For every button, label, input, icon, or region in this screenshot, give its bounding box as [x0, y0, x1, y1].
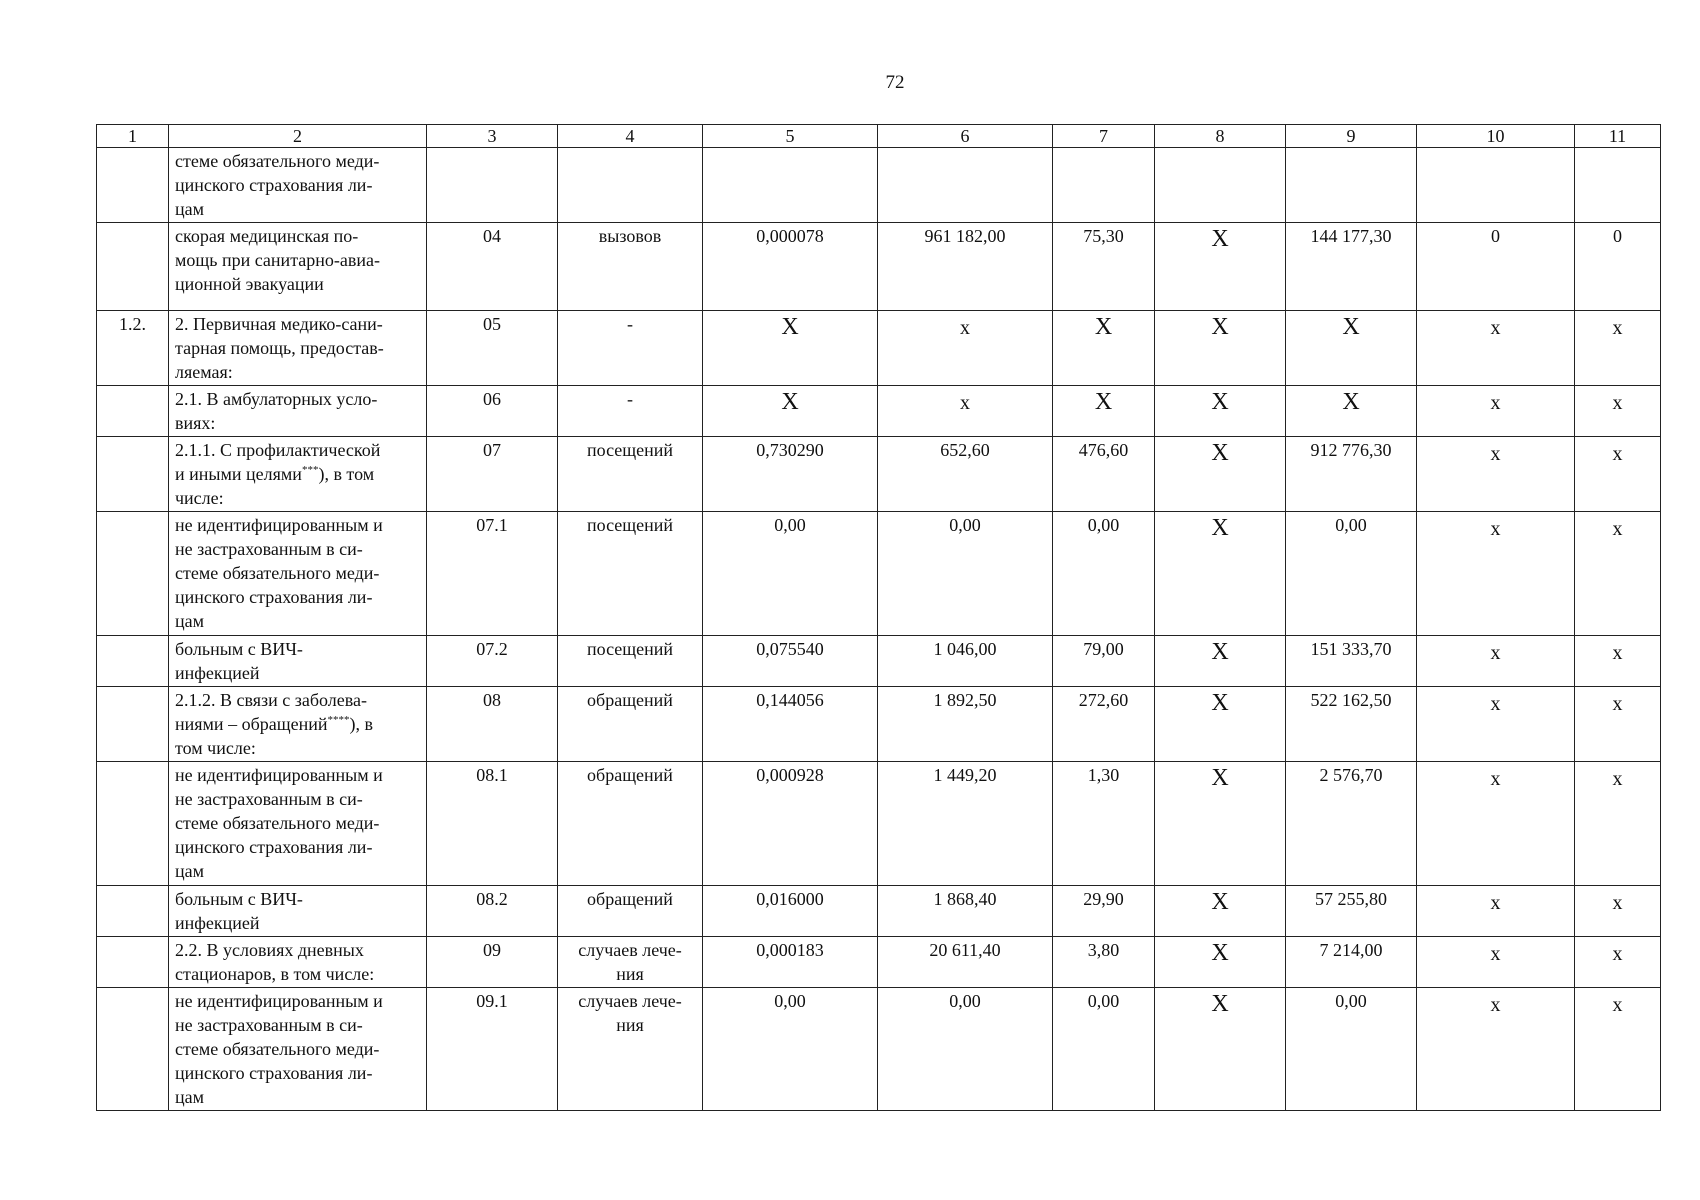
cell-c8: X: [1155, 636, 1286, 687]
row-name: [169, 512, 427, 636]
table-row: [97, 386, 1661, 437]
cell-c3: 07.1: [427, 512, 558, 636]
cell-c8: X: [1155, 512, 1286, 636]
row-name-line: стеме обязательного меди-: [175, 1039, 380, 1059]
row-index: [97, 762, 169, 886]
table-row: [97, 311, 1661, 386]
row-index: [97, 886, 169, 937]
row-name-line: скорая медицинская по-: [175, 226, 359, 246]
cell-c11: x: [1575, 937, 1661, 988]
table-row: [97, 512, 1661, 636]
cell-c9: 151 333,70: [1286, 636, 1417, 687]
cell-c4: [558, 148, 703, 223]
cell-c6: x: [878, 311, 1053, 386]
cell-c10: [1417, 148, 1575, 223]
cell-c11: [1575, 148, 1661, 223]
cell-c11: x: [1575, 386, 1661, 437]
cell-c8: X: [1155, 687, 1286, 762]
cell-c7: 79,00: [1053, 636, 1155, 687]
cell-c3: 05: [427, 311, 558, 386]
cell-c7: [1053, 148, 1155, 223]
cell-c3: 04: [427, 223, 558, 311]
row-name-line: стационаров, в том числе:: [175, 964, 375, 984]
col-header: 2: [169, 125, 427, 148]
cell-c3: 07: [427, 437, 558, 512]
row-name: [169, 386, 427, 437]
cell-c8: X: [1155, 223, 1286, 311]
cell-c10: x: [1417, 311, 1575, 386]
cell-c6: 20 611,40: [878, 937, 1053, 988]
cell-c7: X: [1053, 386, 1155, 437]
cell-c8: X: [1155, 886, 1286, 937]
cell-c9: X: [1286, 311, 1417, 386]
cell-c11: 0: [1575, 223, 1661, 311]
cell-c7: 0,00: [1053, 512, 1155, 636]
row-index: [97, 437, 169, 512]
cell-c10: x: [1417, 687, 1575, 762]
cell-c11: x: [1575, 886, 1661, 937]
cell-c3: 08.1: [427, 762, 558, 886]
table-row: [97, 762, 1661, 886]
row-name-line: тарная помощь, предостав-: [175, 338, 384, 358]
row-name-line: цинского страхования ли-: [175, 1063, 373, 1083]
cell-c10: x: [1417, 512, 1575, 636]
row-index: [97, 636, 169, 687]
cell-c7: 0,00: [1053, 988, 1155, 1111]
cell-c3: 08.2: [427, 886, 558, 937]
cell-c3: 06: [427, 386, 558, 437]
cell-c6: [878, 148, 1053, 223]
cell-c10: x: [1417, 636, 1575, 687]
row-name-line: цам: [175, 1087, 205, 1107]
cell-c9: 912 776,30: [1286, 437, 1417, 512]
row-name-line: не идентифицированным и: [175, 515, 383, 535]
cell-c5: 0,144056: [703, 687, 878, 762]
cell-c5: [703, 148, 878, 223]
cell-c7: 75,30: [1053, 223, 1155, 311]
row-name-line: стеме обязательного меди-: [175, 151, 380, 171]
row-index: [97, 386, 169, 437]
row-name: [169, 311, 427, 386]
cell-c3: 09.1: [427, 988, 558, 1111]
row-name-line: больным с ВИЧ-: [175, 889, 303, 909]
cell-c4: вызовов: [558, 223, 703, 311]
col-header: 7: [1053, 125, 1155, 148]
row-name: [169, 886, 427, 937]
cell-c3: 07.2: [427, 636, 558, 687]
cell-c11: x: [1575, 988, 1661, 1111]
cell-c3: 08: [427, 687, 558, 762]
row-name-line: не застрахованным в си-: [175, 539, 363, 559]
table-row: [97, 437, 1661, 512]
row-name-line: ниями – обращений****), в: [175, 714, 373, 734]
row-name-line: цинского страхования ли-: [175, 175, 373, 195]
cell-c11: x: [1575, 687, 1661, 762]
row-name-line: больным с ВИЧ-: [175, 639, 303, 659]
row-name-line: цам: [175, 199, 205, 219]
row-name-line: цам: [175, 861, 205, 881]
cell-c8: X: [1155, 988, 1286, 1111]
cell-c9: X: [1286, 386, 1417, 437]
cell-c11: x: [1575, 762, 1661, 886]
cell-c6: x: [878, 386, 1053, 437]
cell-c9: 0,00: [1286, 988, 1417, 1111]
row-index: [97, 223, 169, 311]
cell-c4: случаев лече- ния: [558, 988, 703, 1111]
cell-c5: 0,075540: [703, 636, 878, 687]
cell-c10: x: [1417, 988, 1575, 1111]
row-name-line: стеме обязательного меди-: [175, 813, 380, 833]
cell-c9: 2 576,70: [1286, 762, 1417, 886]
cell-c10: x: [1417, 386, 1575, 437]
row-name-line: не идентифицированным и: [175, 991, 383, 1011]
cell-c5: 0,00: [703, 512, 878, 636]
cell-c10: x: [1417, 762, 1575, 886]
cell-c5: 0,00: [703, 988, 878, 1111]
row-name-line: не идентифицированным и: [175, 765, 383, 785]
cell-c6: 1 868,40: [878, 886, 1053, 937]
col-header: 1: [97, 125, 169, 148]
row-name-line: цинского страхования ли-: [175, 837, 373, 857]
row-name-line: 2. Первичная медико-сани-: [175, 314, 383, 334]
page-number: 72: [885, 72, 905, 93]
cell-c9: 7 214,00: [1286, 937, 1417, 988]
cell-c3: 09: [427, 937, 558, 988]
row-name: [169, 988, 427, 1111]
row-name-line: стеме обязательного меди-: [175, 563, 380, 583]
cell-c4: -: [558, 311, 703, 386]
cell-c9: 57 255,80: [1286, 886, 1417, 937]
cell-c4: посещений: [558, 512, 703, 636]
cell-c8: X: [1155, 437, 1286, 512]
row-name-line: инфекцией: [175, 913, 260, 933]
cell-c7: X: [1053, 311, 1155, 386]
cell-c10: x: [1417, 437, 1575, 512]
col-header: 8: [1155, 125, 1286, 148]
cell-c10: x: [1417, 937, 1575, 988]
col-header: 3: [427, 125, 558, 148]
cell-c8: X: [1155, 311, 1286, 386]
row-name-line: 2.1.2. В связи с заболева-: [175, 690, 368, 710]
table-row: [97, 988, 1661, 1111]
row-name-line: виях:: [175, 413, 216, 433]
cell-c6: 0,00: [878, 512, 1053, 636]
row-index: [97, 148, 169, 223]
cell-c10: 0: [1417, 223, 1575, 311]
cell-c8: X: [1155, 762, 1286, 886]
cell-c5: 0,000183: [703, 937, 878, 988]
cell-c6: 1 892,50: [878, 687, 1053, 762]
cell-c4: посещений: [558, 636, 703, 687]
cell-c11: x: [1575, 636, 1661, 687]
cell-c8: X: [1155, 386, 1286, 437]
row-name: [169, 437, 427, 512]
column-number-row: [97, 125, 1661, 148]
col-header: 9: [1286, 125, 1417, 148]
cell-c5: 0,730290: [703, 437, 878, 512]
cell-c11: x: [1575, 437, 1661, 512]
cell-c6: 652,60: [878, 437, 1053, 512]
row-name: [169, 937, 427, 988]
cell-c4: обращений: [558, 762, 703, 886]
col-header: 11: [1575, 125, 1661, 148]
cell-c8: X: [1155, 937, 1286, 988]
col-header: 5: [703, 125, 878, 148]
table-row: [97, 148, 1661, 223]
row-index: 1.2.: [97, 311, 169, 386]
row-name-line: ционной эвакуации: [175, 274, 324, 294]
cell-c9: [1286, 148, 1417, 223]
row-index: [97, 988, 169, 1111]
cell-c5: 0,016000: [703, 886, 878, 937]
row-name-line: мощь при санитарно-авиа-: [175, 250, 380, 270]
cell-c9: 0,00: [1286, 512, 1417, 636]
cell-c5: X: [703, 386, 878, 437]
row-name-line: 2.1.1. С профилактической: [175, 440, 381, 460]
row-name-line: цинского страхования ли-: [175, 587, 373, 607]
table-row: [97, 886, 1661, 937]
row-name: [169, 687, 427, 762]
row-name: [169, 636, 427, 687]
cell-c9: 144 177,30: [1286, 223, 1417, 311]
cell-c4: случаев лече- ния: [558, 937, 703, 988]
row-index: [97, 937, 169, 988]
table-row: [97, 937, 1661, 988]
row-index: [97, 512, 169, 636]
cell-c7: 272,60: [1053, 687, 1155, 762]
row-name-line: не застрахованным в си-: [175, 1015, 363, 1035]
cell-c8: [1155, 148, 1286, 223]
cell-c5: 0,000078: [703, 223, 878, 311]
row-index: [97, 687, 169, 762]
cell-c6: 961 182,00: [878, 223, 1053, 311]
col-header: 4: [558, 125, 703, 148]
row-name-line: инфекцией: [175, 663, 260, 683]
row-name-line: 2.1. В амбулаторных усло-: [175, 389, 378, 409]
row-name-line: том числе:: [175, 738, 256, 758]
table-row: [97, 223, 1661, 311]
cell-c7: 1,30: [1053, 762, 1155, 886]
col-header: 10: [1417, 125, 1575, 148]
cell-c3: [427, 148, 558, 223]
cell-c4: обращений: [558, 687, 703, 762]
row-name-line: цам: [175, 611, 205, 631]
row-name: [169, 148, 427, 223]
cell-c6: 1 449,20: [878, 762, 1053, 886]
cell-c11: x: [1575, 512, 1661, 636]
col-header: 6: [878, 125, 1053, 148]
row-name-line: и иными целями***), в том: [175, 464, 375, 484]
cell-c6: 1 046,00: [878, 636, 1053, 687]
cell-c4: обращений: [558, 886, 703, 937]
tariff-table: [96, 124, 1661, 1111]
row-name: [169, 223, 427, 311]
row-name-line: ляемая:: [175, 362, 233, 382]
row-name: [169, 762, 427, 886]
row-name-line: 2.2. В условиях дневных: [175, 940, 364, 960]
cell-c5: X: [703, 311, 878, 386]
cell-c7: 3,80: [1053, 937, 1155, 988]
cell-c6: 0,00: [878, 988, 1053, 1111]
cell-c9: 522 162,50: [1286, 687, 1417, 762]
row-name-line: не застрахованным в си-: [175, 789, 363, 809]
cell-c10: x: [1417, 886, 1575, 937]
cell-c5: 0,000928: [703, 762, 878, 886]
cell-c7: 476,60: [1053, 437, 1155, 512]
table-row: [97, 636, 1661, 687]
cell-c7: 29,90: [1053, 886, 1155, 937]
cell-c4: посещений: [558, 437, 703, 512]
row-name-line: числе:: [175, 488, 224, 508]
table-row: [97, 687, 1661, 762]
cell-c11: x: [1575, 311, 1661, 386]
cell-c4: -: [558, 386, 703, 437]
